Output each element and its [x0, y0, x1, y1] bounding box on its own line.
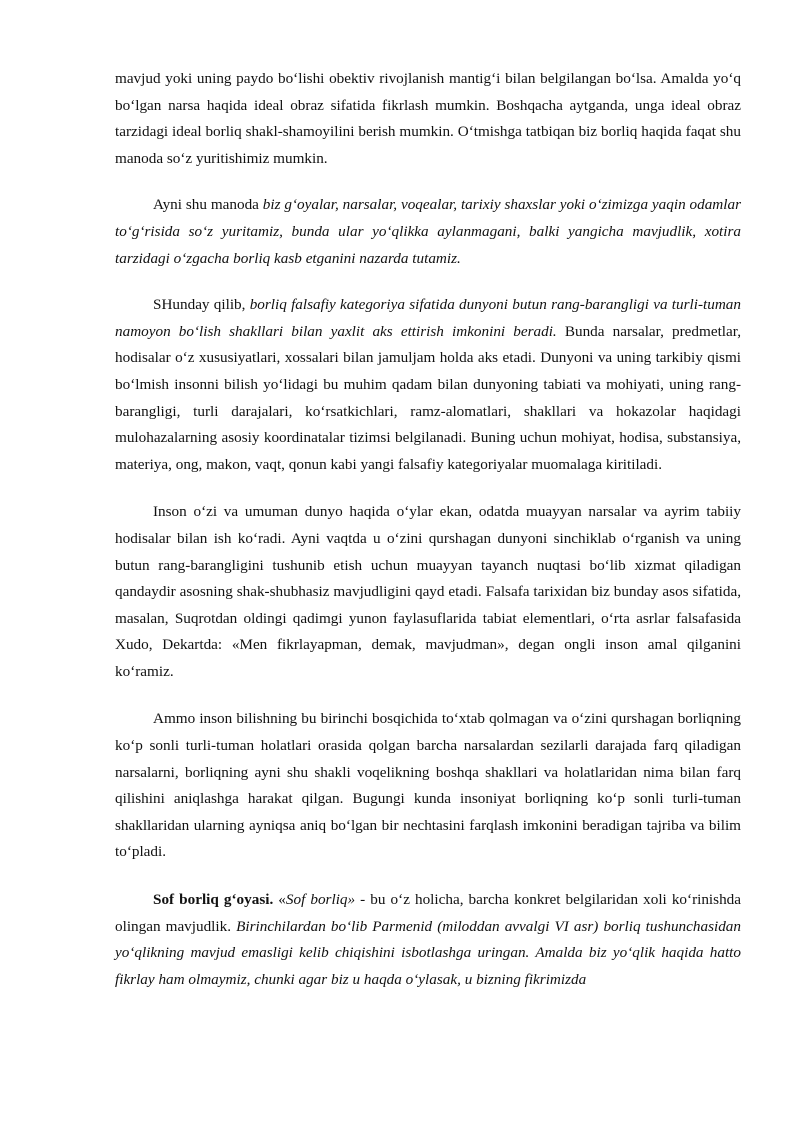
document-page	[115, 66, 741, 993]
paragraph-5-text: Ammo inson bilishning bu birinchi bosqichida to‘xtab qolmagan va o‘zini qurshagan borliqning ko‘p sonli turli-tuman holatlari orasida qolgan barcha narsalardan sezilarli darajada farq qiladigan narsalarni, borliqning ayni shu shakli voqelikning boshqa shakllari va holatlaridan nima bilan farq qilishini aniqlashga harakat qilgan. Bugungi kunda insoniyat borliqning ko‘p sonli turli-tuman shakllaridan ularning ayniqsa aniq bo‘lgan bir nechtasini farqlash imkonini beradigan tajriba va bilim to‘pladi.	[115, 710, 741, 861]
paragraph-3-definition: borliq falsafiy kategoriya sifatida dunyoni butun rang-barangligi va turli-tuman namoyon bo‘lish shakllari bilan yaxlit aks ettirish imkonini beradi.	[115, 296, 741, 340]
paragraph-3-lead: SHunday qilib,	[153, 296, 250, 314]
paragraph-4	[115, 499, 741, 685]
paragraph-6-definition: - bu o‘z holicha, barcha konkret belgilaridan xoli ko‘rinishda olingan mavjudlik.	[115, 891, 741, 935]
paragraph-6-emphasis: Birinchilardan bo‘lib Parmenid (miloddan avvalgi VI asr) borliq tushunchasidan yo‘qlikning mavjud emasligi kelib chiqishini isbotlashga uringan. Amalda biz yo‘qlik haqida hatto fikrlay ham olmaymiz, chunki agar biz u haqda o‘ylasak, u bizning fikrimizda	[115, 917, 741, 988]
paragraph-3	[115, 292, 741, 478]
paragraph-1-text: mavjud yoki uning paydo bo‘lishi obektiv rivojlanish mantig‘i bilan belgilangan bo‘lsa. Amalda yo‘q bo‘lgan narsa haqida ideal obraz sifatida fikrlash mumkin. Boshqacha aytganda, unga ideal obraz tarzidagi ideal borliq shakl-shamoyilini berish mumkin. O‘tmishga tatbiqan biz borliq haqida faqat shu manoda so‘z yuritishimiz mumkin.	[115, 70, 741, 167]
paragraph-4-text: Inson o‘zi va umuman dunyo haqida o‘ylar ekan, odatda muayyan narsalar va ayrim tabiiy hodisalar bilan ish ko‘radi. Ayni vaqtda u o‘zini qurshagan dunyoni sinchiklab o‘rganish va uning butun rang-barangligini tushunib etish uchun muayyan tayanch nuqtasi bo‘lib xizmat qiladigan qandaydir asosning shak-shubhasiz mavjudligini qayd etadi. Falsafa tarixidan biz bunday asos sifatida, masalan, Suqrotdan oldingi qadimgi yunon faylasuflarida tabiat elementlari, o‘rta asrlar falsafasida Xudo, Dekartda: «Men fikrlayapman, demak, mavjudman», degan ongli inson amal qilganini ko‘ramiz.	[115, 503, 741, 680]
paragraph-6-term: Sof borliq»	[285, 891, 356, 909]
paragraph-3-body: Bunda narsalar, predmetlar, hodisalar o‘z xususiyatlari, xossalari bilan jamuljam holda aks etadi. Dunyoni va uning tarkibiy qismi bo‘lmish insonni bilish yo‘lidagi bu muhim qadam bilan dunyoning tabiati va mohiyati, uning rang-barangligi, turli darajalari, ko‘rsatkichlari, ramz-alomatlari, shakllari va hokazolar haqidagi mulohazalarning asosiy koordinatalar tizimsi belgilanadi. Buning uchun mohiyat, hodisa, substansiya, materiya, ong, makon, vaqt, qonun kabi yangi falsafiy kategoriyalar muomalaga kiritiladi.	[115, 322, 741, 473]
paragraph-2-lead: Ayni shu manoda	[153, 196, 263, 214]
paragraph-2	[115, 192, 741, 272]
paragraph-6-quote-open: «	[273, 891, 286, 909]
paragraph-1	[115, 66, 741, 172]
paragraph-2-emphasis: biz g‘oyalar, narsalar, voqealar, tarixiy shaxslar yoki o‘zimizga yaqin odamlar to‘g‘risida so‘z yuritamiz, bunda ular yo‘qlikka aylanmagani, balki yangicha mavjudlik, xotira tarzidagi o‘zgacha borliq kasb etganini nazarda tutamiz.	[115, 196, 742, 267]
section-heading: Sof borliq g‘oyasi.	[153, 891, 274, 909]
paragraph-6	[115, 887, 741, 993]
paragraph-5	[115, 706, 741, 866]
